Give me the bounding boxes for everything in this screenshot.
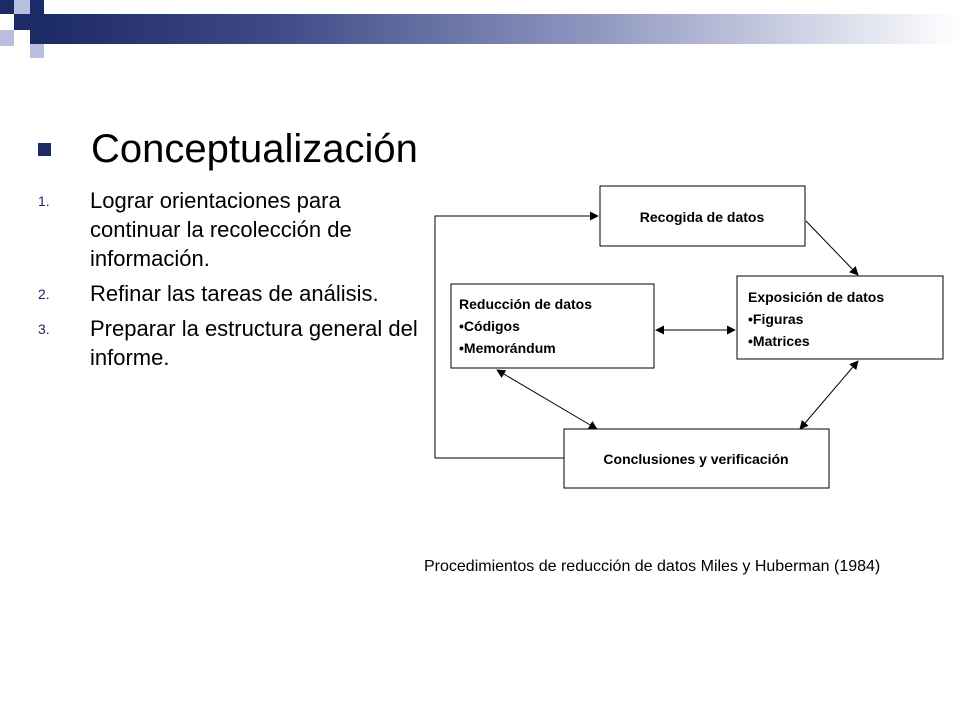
list-item-text: Lograr orientaciones para continuar la recolección de información. (90, 188, 352, 271)
conclusiones-label: Conclusiones y verificación (603, 451, 789, 467)
recogida-label: Recogida de datos (639, 209, 765, 225)
list-item-text: Preparar la estructura general del informe. (90, 316, 418, 370)
list-item-text: Refinar las tareas de análisis. (90, 281, 379, 306)
diagram-caption: Procedimientos de reducción de datos Miles y Huberman (1984) (424, 558, 881, 575)
list-item-number: 1. (38, 193, 50, 209)
list-item-number: 2. (38, 286, 50, 302)
slide-title: Conceptualización (91, 126, 418, 171)
exposicion-item: •Matrices (748, 333, 810, 349)
reduccion-item: •Memorándum (459, 340, 556, 356)
recogida-to-exposicion-arrow (806, 221, 858, 275)
list-item-number: 3. (38, 321, 50, 337)
reduccion-item: •Códigos (459, 318, 520, 334)
reduccion-title: Reducción de datos (459, 296, 593, 312)
exposicion-title: Exposición de datos (748, 289, 885, 305)
exposicion-item: •Figuras (748, 311, 804, 327)
exposicion-conclusiones-arrow (800, 361, 858, 429)
reduccion-conclusiones-arrow (497, 370, 597, 429)
